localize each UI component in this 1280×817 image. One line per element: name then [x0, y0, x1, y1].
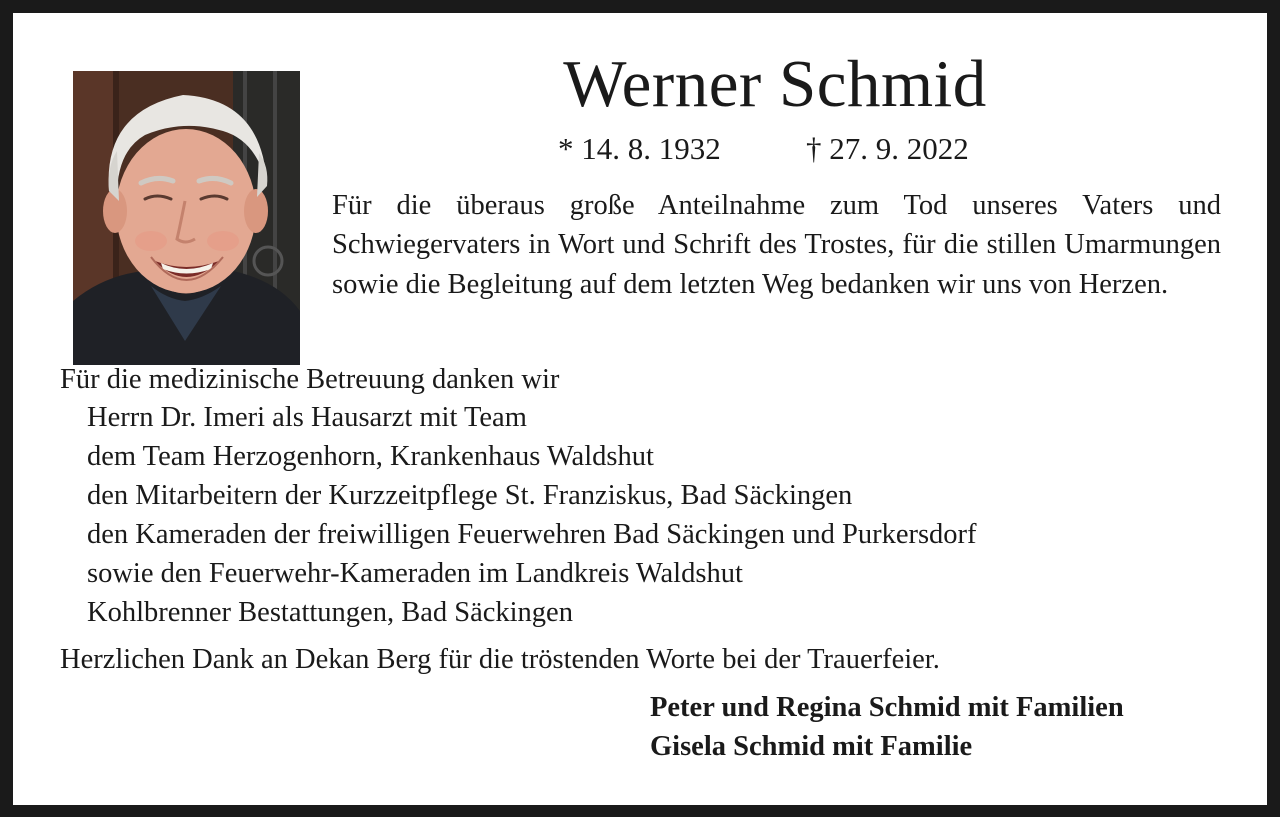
- thanks-list-item: den Kameraden der freiwilligen Feuerwehren Bad Säckingen und Purkersdorf: [87, 519, 977, 550]
- death-date: † 27. 9. 2022: [806, 131, 969, 166]
- thanks-list-item: Herrn Dr. Imeri als Hausarzt mit Team: [87, 402, 527, 433]
- closing-thanks: Herzlichen Dank an Dekan Berg für die tröstenden Worte bei der Trauerfeier.: [60, 644, 940, 675]
- birth-date: * 14. 8. 1932: [558, 131, 721, 166]
- portrait-photo: [73, 71, 300, 365]
- deceased-name: Werner Schmid: [563, 47, 987, 121]
- thanks-list-item: den Mitarbeitern der Kurzzeitpflege St. Franziskus, Bad Säckingen: [87, 480, 853, 511]
- thanks-list-item: Kohlbrenner Bestattungen, Bad Säckingen: [87, 597, 573, 628]
- thanks-list-item: sowie den Feuerwehr-Kameraden im Landkreis Waldshut: [87, 558, 743, 589]
- signature-line: Peter und Regina Schmid mit Familien: [650, 692, 1124, 723]
- medical-heading: Für die medizinische Betreuung danken wir: [60, 364, 560, 395]
- intro-paragraph: Für die überaus große Anteilnahme zum Tod unseres Vaters und Schwiegervaters in Wort und Schrift des Trostes, für die stillen Umarmungen sowie die Begleitung auf dem letzten Weg bedanken wir uns von Herzen.: [332, 190, 1221, 300]
- thanks-list-item: dem Team Herzogenhorn, Krankenhaus Waldshut: [87, 441, 654, 472]
- signature-line: Gisela Schmid mit Familie: [650, 731, 973, 762]
